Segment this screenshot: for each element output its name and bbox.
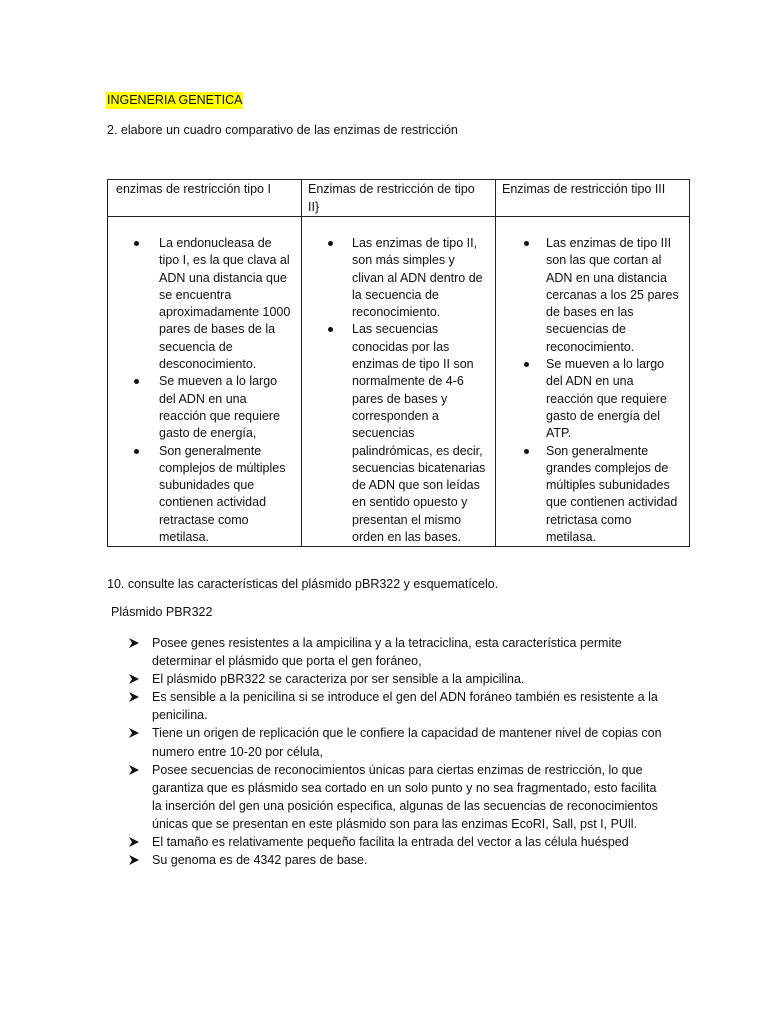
list-item: Son generalmente grandes complejos de múltiples subunidades que contienen actividad retrictasa como metilasa. xyxy=(496,443,689,547)
arrowhead-bullet-icon xyxy=(128,836,140,848)
arrowhead-bullet-icon xyxy=(128,727,140,739)
list-item: Las secuencias conocidas por las enzimas de tipo II son normalmente de 4-6 pares de bases y corresponden a secuencias palindrómicas, es decir, secuencias bicatenarias de ADN que son leídas en sentido opuesto y presentan el mismo orden en las bases. xyxy=(302,321,495,546)
cell-tipo-1 xyxy=(108,217,302,547)
cell-tipo-3 xyxy=(496,217,690,547)
list-item: Es sensible a la penicilina si se introduce el gen del ADN foráneo también es resistente a la penicilina. xyxy=(128,688,668,724)
list-item: Su genoma es de 4342 pares de base. xyxy=(128,851,668,869)
bullet-dot-icon xyxy=(328,327,333,332)
document-title: INGENERIA GENETICA xyxy=(107,93,243,107)
bullet-dot-icon xyxy=(524,362,529,367)
header-tipo-1: enzimas de restricción tipo I xyxy=(108,180,302,217)
bullet-dot-icon xyxy=(134,449,139,454)
bullet-dot-icon xyxy=(328,241,333,246)
list-item: Posee genes resistentes a la ampicilina y a la tetraciclina, esta característica permite determinar el plásmido que porta el gen foráneo, xyxy=(128,634,668,670)
arrowhead-bullet-icon xyxy=(128,764,140,776)
header-tipo-2: Enzimas de restricción de tipo II} xyxy=(302,180,496,217)
list-item: El plásmido pBR322 se caracteriza por ser sensible a la ampicilina. xyxy=(128,670,668,688)
arrowhead-bullet-icon xyxy=(128,854,140,866)
list-item: Se mueven a lo largo del ADN en una reacción que requiere gasto de energía, xyxy=(108,373,301,442)
bullet-dot-icon xyxy=(524,241,529,246)
table-body-row xyxy=(108,217,690,547)
question-10: 10. consulte las características del plásmido pBR322 y esquematícelo. xyxy=(107,577,499,591)
comparison-table xyxy=(107,179,690,547)
list-item: Tiene un origen de replicación que le confiere la capacidad de mantener nivel de copias con numero entre 10-20 por célula, xyxy=(128,724,668,760)
list-item: Las enzimas de tipo II, son más simples y clivan al ADN dentro de la secuencia de reconocimiento. xyxy=(302,235,495,321)
list-item: Son generalmente complejos de múltiples subunidades que contienen actividad retractase como metilasa. xyxy=(108,443,301,547)
bullet-list-tipo-3 xyxy=(496,235,689,546)
section-subtitle: Plásmido PBR322 xyxy=(111,605,213,619)
bullet-dot-icon xyxy=(134,241,139,246)
bullet-dot-icon xyxy=(134,379,139,384)
bullet-dot-icon xyxy=(524,449,529,454)
list-item: La endonucleasa de tipo I, es la que clava al ADN una distancia que se encuentra aproximadamente 1000 pares de bases de la secuencia de desconocimiento. xyxy=(108,235,301,373)
arrowhead-bullet-icon xyxy=(128,691,140,703)
plasmid-bullet-list xyxy=(128,634,668,869)
list-item: Posee secuencias de reconocimientos únicas para ciertas enzimas de restricción, lo que garantiza que es plásmido sea cortado en un solo punto y no sea fragmentado, esto facilita la inserción del gen una posición especifica, algunas de las secuencias de reconocimientos únicas que se presentan en este plásmido son para las enzimas EcoRI, Sall, pst I, PUll. xyxy=(128,761,668,833)
header-tipo-3: Enzimas de restricción tipo III xyxy=(496,180,690,217)
list-item: Se mueven a lo largo del ADN en una reacción que requiere gasto de energía del ATP. xyxy=(496,356,689,442)
table-header-row xyxy=(108,180,690,217)
question-2: 2. elabore un cuadro comparativo de las enzimas de restricción xyxy=(107,123,458,137)
list-item: Las enzimas de tipo III son las que cortan al ADN en una distancia cercanas a los 25 pares de bases en las secuencias de reconocimiento. xyxy=(496,235,689,356)
arrowhead-bullet-icon xyxy=(128,673,140,685)
bullet-list-tipo-1 xyxy=(108,235,301,546)
list-item: El tamaño es relativamente pequeño facilita la entrada del vector a las célula huésped xyxy=(128,833,668,851)
bullet-list-tipo-2 xyxy=(302,235,495,546)
cell-tipo-2 xyxy=(302,217,496,547)
arrowhead-bullet-icon xyxy=(128,637,140,649)
